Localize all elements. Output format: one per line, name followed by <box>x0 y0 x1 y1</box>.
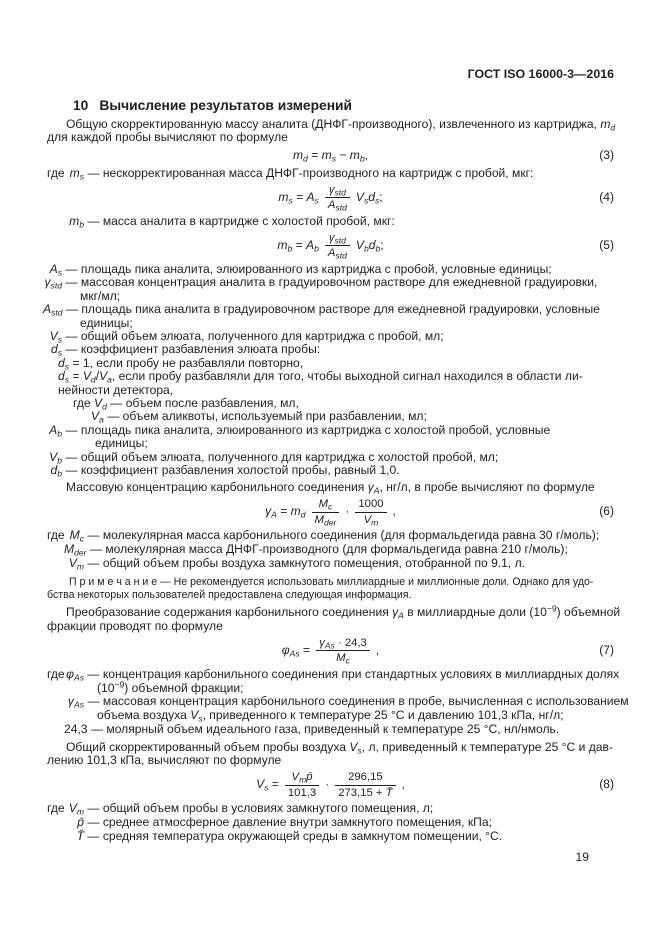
paragraph <box>47 118 614 145</box>
equation-number: (7) <box>599 643 614 658</box>
equation-number: (3) <box>599 148 614 163</box>
where-label <box>47 695 64 709</box>
definition-row <box>47 802 614 816</box>
fraction-numerator: $\gamma_{std}$ <box>325 184 350 199</box>
definition-text: масса аналита в картридже с холостой пробой, мкг: <box>102 214 395 228</box>
equation-number: (5) <box>599 237 614 252</box>
paragraph-line: Общий скорректированный объем пробы воздуха $V_s$, л, приведенный к температуре 25 °С и дав- <box>66 739 613 755</box>
definition-row <box>47 543 614 557</box>
paragraph <box>47 603 621 634</box>
definition-row <box>43 303 614 316</box>
formula-expression <box>254 771 407 799</box>
definition-term: $A_{std}$ <box>43 302 63 318</box>
definition-term: T̄ <box>76 828 84 843</box>
definition-continuation: $(10^{-9})$ объемной фракции; <box>97 679 244 695</box>
fraction <box>355 498 386 526</box>
definition-dash: — <box>84 694 103 709</box>
definition-term: 24,3 <box>64 721 88 736</box>
definition-dash: — <box>84 666 103 681</box>
fraction-numerator: $V_mp̄$ <box>285 771 319 786</box>
document-body <box>43 116 629 844</box>
formula-part: $m_s = A_s$ <box>278 190 319 206</box>
definition-row <box>47 167 614 181</box>
definition-text: молекулярная масса ДНФГ-производного (для формальдегида равна 210 г/моль); <box>105 541 568 556</box>
paragraph-line: Общую скорректированную массу аналита (ДНФГ-производного), извлеченного из картриджа, $m_d$ <box>66 116 616 133</box>
definition-text: коэффициент разбавления холостой пробы, равный 1,0. <box>80 462 400 477</box>
definition-text: площадь пика аналита в градуировочном растворе для ежедневной градуировки, условные <box>81 302 600 317</box>
definition-text: молекулярная масса карбонильного соединения (для формальдегида равна 30 г/моль); <box>102 528 600 543</box>
formula <box>47 232 614 260</box>
where-label: где <box>47 801 65 816</box>
where-label: где <box>47 528 65 543</box>
formula-expression <box>263 498 398 526</box>
formula-expression <box>276 184 384 212</box>
definition-term: $d_s$ <box>50 342 62 358</box>
where-label <box>47 830 64 844</box>
fraction <box>335 771 395 799</box>
formula-part: , <box>392 504 396 519</box>
definition-subline: $V_a$ — объем аликвоты, используемый при разбавлении, мл; <box>91 409 427 425</box>
definition-continuation: единицы; <box>95 436 148 451</box>
formula-part: · <box>345 504 350 519</box>
where-label <box>47 557 64 571</box>
fraction-numerator: 1000 <box>355 498 386 513</box>
section-title: Вычисление результатов измерений <box>99 97 353 113</box>
where-label <box>47 723 64 737</box>
fraction-denominator: $A_{std}$ <box>327 247 347 261</box>
formula-part: $V_sd_s$; <box>355 190 383 206</box>
fraction <box>325 184 350 212</box>
definition-term: $V_m$ <box>68 801 84 817</box>
fraction-numerator: $\gamma_{std}$ <box>325 232 350 247</box>
definition-text: концентрация карбонильного соединения при стандартных условиях в миллиардных долях <box>102 666 620 681</box>
page-number: 19 <box>575 850 589 864</box>
definition-list <box>43 263 614 478</box>
formula <box>47 498 614 526</box>
definition-row <box>43 276 614 289</box>
definition-subline: нейности детектора, <box>58 382 174 397</box>
fraction-denominator: $M_c$ <box>336 652 350 666</box>
formula-part: , <box>375 643 380 658</box>
definition-text: общий объем пробы в условиях замкнутого помещения, л; <box>102 801 434 816</box>
fraction-denominator: $M_{der}$ <box>314 513 337 528</box>
definition-term: $V_b$ <box>49 449 62 466</box>
definition-text: средняя температура окружающей среды в замкнутом помещении, °С. <box>102 828 503 843</box>
definition-text: площадь пика аналита, элюированного из картриджа с пробой, условные единицы; <box>80 261 552 276</box>
definition-list <box>47 802 614 843</box>
fraction-numerator: $M_c$ <box>312 498 340 513</box>
definition-row <box>47 557 614 571</box>
definition-dash: — <box>84 214 103 228</box>
definition-term: $m_s$ <box>69 166 84 182</box>
definition-row <box>47 694 629 710</box>
definition-row <box>43 424 614 437</box>
definition-row <box>43 451 614 464</box>
formula-part: · <box>325 777 330 792</box>
definition-list <box>47 529 614 570</box>
running-header: ГОСТ ISO 16000-3—2016 <box>467 67 614 81</box>
paragraph <box>47 481 614 495</box>
definition-text: общий объем элюата, полученного для картриджа с пробой, мл; <box>80 328 444 343</box>
formula-expression <box>275 232 385 260</box>
definition-continuation: объема воздуха $V_s$, приведенного к температуре 25 °С и давлению 101,3 кПа, нг/л; <box>97 708 564 724</box>
definition-text: общий объем элюата, полученного для картриджа с холостой пробой, мл; <box>80 449 499 464</box>
formula-part: $m_b = A_b$ <box>277 237 319 254</box>
fraction <box>325 232 350 260</box>
definition-term: $A_b$ <box>49 422 62 439</box>
definition-dash: — <box>62 328 81 343</box>
formula-part: $V_bd_b$; <box>355 237 384 254</box>
fraction-denominator: 273,15 + T̄ <box>338 786 393 799</box>
paragraph-line: Массовую концентрацию карбонильного соединения $\gamma_A$, нг/л, в пробе вычисляют по формуле <box>66 480 595 496</box>
definition-row <box>43 263 614 276</box>
fraction-denominator: $A_{std}$ <box>327 199 347 213</box>
definition-dash: — <box>87 721 107 736</box>
formula-part: , <box>401 777 405 792</box>
definition-term: $V_s$ <box>49 328 62 345</box>
definition-continuation: единицы; <box>80 315 133 330</box>
definition-dash: — <box>84 555 103 570</box>
definition-dash: — <box>84 828 103 843</box>
formula-part: $m_d = m_s - m_b$, <box>292 148 369 164</box>
definition-term: $d_b$ <box>50 462 62 479</box>
definition-term: p̄ <box>77 814 84 829</box>
definition-dash: — <box>62 261 81 276</box>
paragraph-line: фракции проводят по формуле <box>47 619 223 634</box>
fraction-numerator: 296,15 <box>335 771 395 786</box>
definition-text: молярный объем идеального газа, приведенный к температуре 25 °С, нл/нмоль. <box>106 721 560 736</box>
paragraph-line: лению 101,3 кПа, вычисляют по формуле <box>47 753 282 768</box>
definition-subline: где $V_d$ — объем после разбавления, мл, <box>73 395 299 412</box>
definition-row <box>47 666 620 683</box>
definition-text: нескорректированная масса ДНФГ-производного на картридж с пробой, мкг: <box>102 166 534 181</box>
definition-row <box>43 464 614 477</box>
formula-expression <box>291 149 370 163</box>
definition-subline: $d_s = V_d/V_a$, если пробу разбавляли для того, чтобы выходной сигнал находился в области ли- <box>58 369 583 385</box>
formula-part: $\varphi_{As}$ = <box>281 643 311 659</box>
definition-term: $\gamma_{As}$ <box>67 694 84 710</box>
definition-row <box>47 529 614 543</box>
definition-term: $A_s$ <box>49 261 62 278</box>
formula <box>47 771 614 799</box>
definition-dash: — <box>84 801 103 816</box>
where-label: где <box>47 666 65 681</box>
formula <box>47 184 614 212</box>
definition-text: площадь пика аналита, элюированного из картриджа с холостой пробой, условные <box>80 422 551 437</box>
definition-dash: — <box>84 166 103 181</box>
equation-number: (8) <box>599 777 614 792</box>
definition-term: $M_{der}$ <box>64 541 87 558</box>
fraction-denominator: 101,3 <box>287 786 317 799</box>
definition-dash: — <box>62 449 81 464</box>
definition-row <box>43 343 614 356</box>
note-line: бства некоторых пользователей предоставлена следующая информация. <box>47 589 412 602</box>
definition-term: $\varphi_{As}$ <box>66 666 84 683</box>
definition-dash: — <box>84 528 103 543</box>
definition-text: коэффициент разбавления элюата пробы: <box>80 342 321 357</box>
definition-row <box>47 215 614 229</box>
definition-dash: — <box>62 275 81 290</box>
definition-continuation: мкг/мл; <box>80 288 121 303</box>
definition-term: $M_c$ <box>69 528 84 544</box>
page-content <box>43 0 629 843</box>
fraction <box>316 637 370 665</box>
equation-number: (4) <box>599 190 614 205</box>
fraction-denominator: $V_m$ <box>363 513 379 528</box>
where-label: где <box>47 166 65 181</box>
definition-dash: — <box>86 541 106 556</box>
definition-text: массовая концентрация карбонильного соединения в пробе, вычисленная с использованием <box>102 694 629 709</box>
formula-part: $\gamma_A = m_d$ <box>265 504 306 520</box>
definition-list <box>47 215 614 229</box>
definition-row <box>47 723 614 737</box>
definition-dash: — <box>62 462 81 477</box>
definition-dash: — <box>62 302 82 317</box>
definition-text: среднее атмосферное давление внутри замкнутого помещения, кПа; <box>102 814 492 829</box>
paragraph-line: для каждой пробы вычисляют по формуле <box>47 130 288 145</box>
equation-number: (6) <box>599 504 614 519</box>
fraction <box>312 498 340 526</box>
definition-text: общий объем пробы воздуха замкнутого помещения, отобранной по 9.1, л. <box>102 555 526 570</box>
paragraph <box>47 741 614 768</box>
formula-part: $V_s$ = <box>256 777 279 793</box>
formula <box>47 637 614 665</box>
formula <box>47 148 614 164</box>
definition-list <box>47 666 629 737</box>
definition-dash: — <box>62 342 81 357</box>
where-label <box>47 543 64 557</box>
definition-list <box>47 167 614 181</box>
formula-expression <box>280 637 381 665</box>
paragraph-line: Преобразование содержания карбонильного соединения $\gamma_A$ в миллиардные доли $(10^{-9})$ объемной <box>66 603 621 621</box>
where-label <box>47 215 64 229</box>
definition-row <box>43 330 614 343</box>
fraction <box>285 771 319 799</box>
fraction-numerator: $\gamma_{As} \cdot 24,3$ <box>316 637 370 652</box>
section-heading <box>73 98 614 114</box>
where-label <box>47 816 64 830</box>
note-line: П р и м е ч а н и е — Не рекомендуется использовать миллиардные и миллионные доли. Однако для удо- <box>69 576 594 589</box>
definition-subline: $d_s = 1$, если пробу не разбавляли повторно, <box>58 355 304 372</box>
definition-dash: — <box>84 814 103 829</box>
definition-row <box>47 830 614 844</box>
definition-row <box>47 816 614 830</box>
note-block <box>47 576 614 602</box>
section-number: 10 <box>73 97 89 113</box>
definition-term: $m_b$ <box>69 214 84 230</box>
definition-dash: — <box>62 422 81 437</box>
definition-text: массовая концентрация аналита в градуировочном растворе для ежедневной градуировки, <box>80 275 598 290</box>
definition-term: $V_m$ <box>68 555 84 572</box>
definition-term: $\gamma_{std}$ <box>44 275 62 291</box>
